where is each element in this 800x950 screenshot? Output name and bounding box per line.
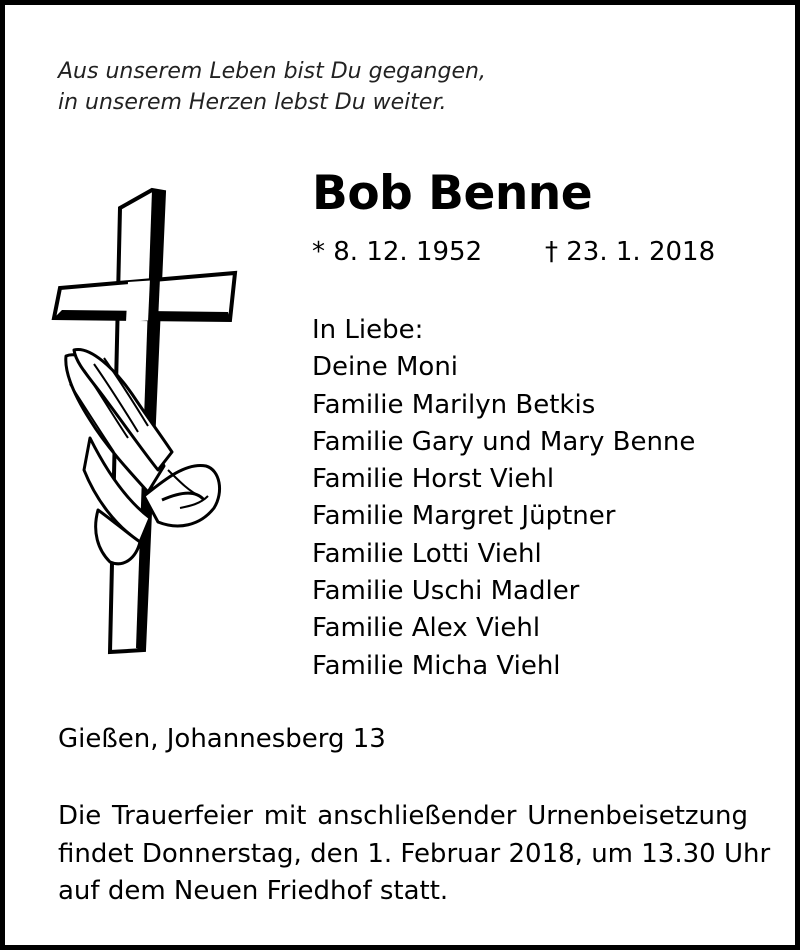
funeral-notice: [58, 798, 771, 911]
list-item: Familie Micha Viehl: [312, 650, 561, 681]
list-item: Familie Alex Viehl: [312, 613, 541, 644]
notice-line-3: auf dem Neuen Friedhof statt.: [58, 876, 449, 906]
list-item: Familie Lotti Viehl: [312, 538, 542, 569]
deceased-name: Bob Benne: [312, 166, 593, 221]
motto: [58, 56, 486, 118]
birth-date: * 8. 12. 1952: [312, 237, 483, 267]
list-item: Familie Margret Jüptner: [312, 501, 616, 532]
motto-line-1: Aus unserem Leben bist Du gegangen,: [58, 59, 486, 84]
list-item: Familie Gary und Mary Benne: [312, 426, 696, 457]
life-dates: [312, 237, 716, 267]
motto-line-2: in unserem Herzen lebst Du weiter.: [58, 90, 447, 115]
mourners-intro: In Liebe:: [312, 315, 424, 345]
address: Gießen, Johannesberg 13: [58, 724, 386, 754]
list-item: Familie Uschi Madler: [312, 576, 580, 607]
cross-with-praying-hands-icon: [40, 170, 250, 660]
notice-line-2: findet Donnerstag, den 1. Februar 2018, um 13.30 Uhr: [58, 838, 771, 869]
list-item: Familie Horst Viehl: [312, 464, 555, 495]
notice-line-1: Die Trauerfeier mit anschließender Urnenbeisetzung: [58, 801, 748, 831]
list-item: Deine Moni: [312, 352, 459, 383]
list-item: Familie Marilyn Betkis: [312, 389, 596, 420]
mourners-list: [312, 312, 695, 685]
death-date: † 23. 1. 2018: [545, 237, 716, 267]
